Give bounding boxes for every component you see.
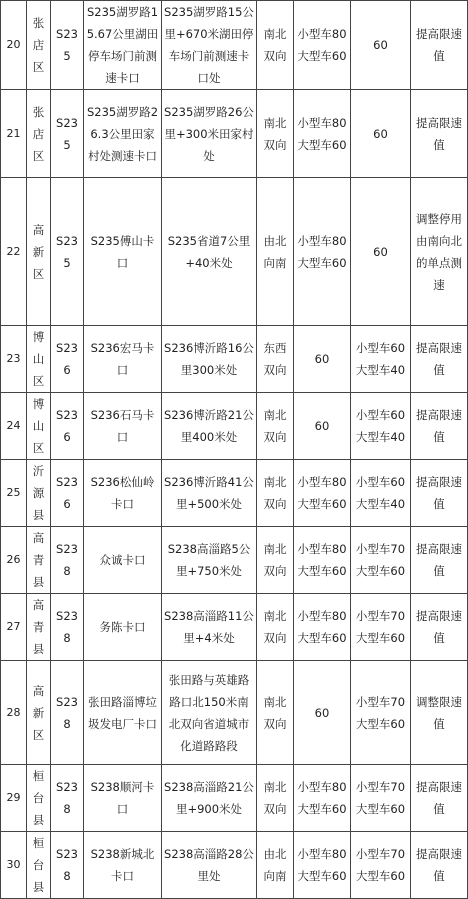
cell-adjustment: 提高限速值 (411, 832, 468, 899)
table-body (1, 1, 468, 899)
cell-road: S238 (51, 661, 84, 765)
cell-road: S235 (51, 90, 84, 178)
cell-limit-after: 60 (351, 1, 411, 90)
cell-checkpoint-name: S235湖罗路15.67公里湖田停车场门前测速卡口 (84, 1, 162, 90)
cell-checkpoint-name: S235湖罗路26.3公里田家村处测速卡口 (84, 90, 162, 178)
cell-no: 30 (1, 832, 27, 899)
cell-checkpoint-name: S236松仙岭卡口 (84, 460, 162, 527)
cell-adjustment: 提高限速值 (411, 393, 468, 460)
cell-road: S238 (51, 527, 84, 594)
cell-no: 24 (1, 393, 27, 460)
cell-direction: 南北双向 (257, 661, 294, 765)
cell-direction: 南北双向 (257, 393, 294, 460)
cell-adjustment: 调整停用由南向北的单点测速 (411, 178, 468, 326)
cell-location: S236博沂路16公里300米处 (162, 326, 257, 393)
cell-no: 27 (1, 594, 27, 661)
cell-adjustment: 提高限速值 (411, 460, 468, 527)
cell-no: 28 (1, 661, 27, 765)
cell-limit-after: 小型车70 大型车60 (351, 765, 411, 832)
cell-adjustment: 提高限速值 (411, 90, 468, 178)
cell-limit-after: 小型车70 大型车60 (351, 832, 411, 899)
cell-road: S238 (51, 594, 84, 661)
cell-location: S235湖罗路26公里+300米田家村处 (162, 90, 257, 178)
cell-limit-after: 小型车60 大型车40 (351, 393, 411, 460)
cell-limit-before: 60 (294, 393, 351, 460)
cell-district: 高新区 (27, 661, 51, 765)
cell-adjustment: 提高限速值 (411, 326, 468, 393)
table-row (1, 326, 468, 393)
cell-adjustment: 提高限速值 (411, 765, 468, 832)
cell-limit-after: 小型车60 大型车40 (351, 326, 411, 393)
cell-location: S236博沂路21公里400米处 (162, 393, 257, 460)
cell-limit-before: 小型车80 大型车60 (294, 1, 351, 90)
cell-district: 张店区 (27, 1, 51, 90)
cell-location: S238高淄路11公里+4米处 (162, 594, 257, 661)
cell-road: S236 (51, 326, 84, 393)
cell-limit-after: 小型车70 大型车60 (351, 661, 411, 765)
cell-road: S235 (51, 178, 84, 326)
cell-no: 23 (1, 326, 27, 393)
table-row (1, 832, 468, 899)
cell-limit-after: 小型车60 大型车40 (351, 460, 411, 527)
cell-limit-before: 60 (294, 326, 351, 393)
cell-no: 29 (1, 765, 27, 832)
cell-district: 桓台县 (27, 832, 51, 899)
cell-location: S238高淄路21公里+900米处 (162, 765, 257, 832)
cell-adjustment: 提高限速值 (411, 594, 468, 661)
cell-location: S236博沂路41公里+500米处 (162, 460, 257, 527)
cell-limit-before: 60 (294, 661, 351, 765)
cell-district: 博山区 (27, 393, 51, 460)
cell-checkpoint-name: 众诚卡口 (84, 527, 162, 594)
cell-location: 张田路与英雄路路口北150米南北双向省道城市化道路路段 (162, 661, 257, 765)
table-row (1, 393, 468, 460)
cell-direction: 南北双向 (257, 1, 294, 90)
cell-limit-after: 60 (351, 178, 411, 326)
cell-district: 桓台县 (27, 765, 51, 832)
cell-direction: 由北向南 (257, 832, 294, 899)
table-row (1, 765, 468, 832)
cell-location: S235省道7公里+40米处 (162, 178, 257, 326)
cell-adjustment: 提高限速值 (411, 1, 468, 90)
cell-direction: 南北双向 (257, 90, 294, 178)
cell-road: S238 (51, 765, 84, 832)
table-row (1, 178, 468, 326)
cell-adjustment: 调整限速值 (411, 661, 468, 765)
cell-location: S238高淄路5公里+750米处 (162, 527, 257, 594)
cell-checkpoint-name: S238顺河卡口 (84, 765, 162, 832)
cell-adjustment: 提高限速值 (411, 527, 468, 594)
cell-limit-before: 小型车80 大型车60 (294, 594, 351, 661)
cell-limit-before: 小型车80 大型车60 (294, 90, 351, 178)
cell-district: 高青县 (27, 527, 51, 594)
cell-limit-after: 小型车70 大型车60 (351, 594, 411, 661)
cell-no: 26 (1, 527, 27, 594)
cell-checkpoint-name: 务陈卡口 (84, 594, 162, 661)
cell-no: 22 (1, 178, 27, 326)
table-row (1, 1, 468, 90)
cell-limit-after: 60 (351, 90, 411, 178)
table-row (1, 594, 468, 661)
cell-checkpoint-name: S236宏马卡口 (84, 326, 162, 393)
table-row (1, 527, 468, 594)
cell-no: 25 (1, 460, 27, 527)
cell-road: S236 (51, 393, 84, 460)
cell-checkpoint-name: S236石马卡口 (84, 393, 162, 460)
table-row (1, 661, 468, 765)
cell-limit-before: 小型车80 大型车60 (294, 832, 351, 899)
cell-location: S235湖罗路15公里+670米湖田停车场门前测速卡口处 (162, 1, 257, 90)
table-row (1, 90, 468, 178)
cell-limit-before: 小型车80 大型车60 (294, 460, 351, 527)
cell-checkpoint-name: S238新城北卡口 (84, 832, 162, 899)
cell-direction: 南北双向 (257, 460, 294, 527)
cell-road: S236 (51, 460, 84, 527)
table-row (1, 460, 468, 527)
cell-direction: 南北双向 (257, 594, 294, 661)
cell-checkpoint-name: 张田路淄博垃圾发电厂卡口 (84, 661, 162, 765)
cell-district: 沂源县 (27, 460, 51, 527)
cell-direction: 南北双向 (257, 765, 294, 832)
cell-district: 张店区 (27, 90, 51, 178)
cell-district: 高新区 (27, 178, 51, 326)
cell-direction: 由北向南 (257, 178, 294, 326)
cell-direction: 东西双向 (257, 326, 294, 393)
cell-no: 20 (1, 1, 27, 90)
cell-location: S238高淄路28公里处 (162, 832, 257, 899)
cell-no: 21 (1, 90, 27, 178)
cell-road: S235 (51, 1, 84, 90)
cell-district: 高青县 (27, 594, 51, 661)
cell-limit-before: 小型车80 大型车60 (294, 178, 351, 326)
cell-district: 博山区 (27, 326, 51, 393)
cell-direction: 南北双向 (257, 527, 294, 594)
cell-limit-after: 小型车70 大型车60 (351, 527, 411, 594)
cell-limit-before: 小型车80 大型车60 (294, 527, 351, 594)
cell-road: S238 (51, 832, 84, 899)
cell-limit-before: 小型车80 大型车60 (294, 765, 351, 832)
cell-checkpoint-name: S235傅山卡口 (84, 178, 162, 326)
